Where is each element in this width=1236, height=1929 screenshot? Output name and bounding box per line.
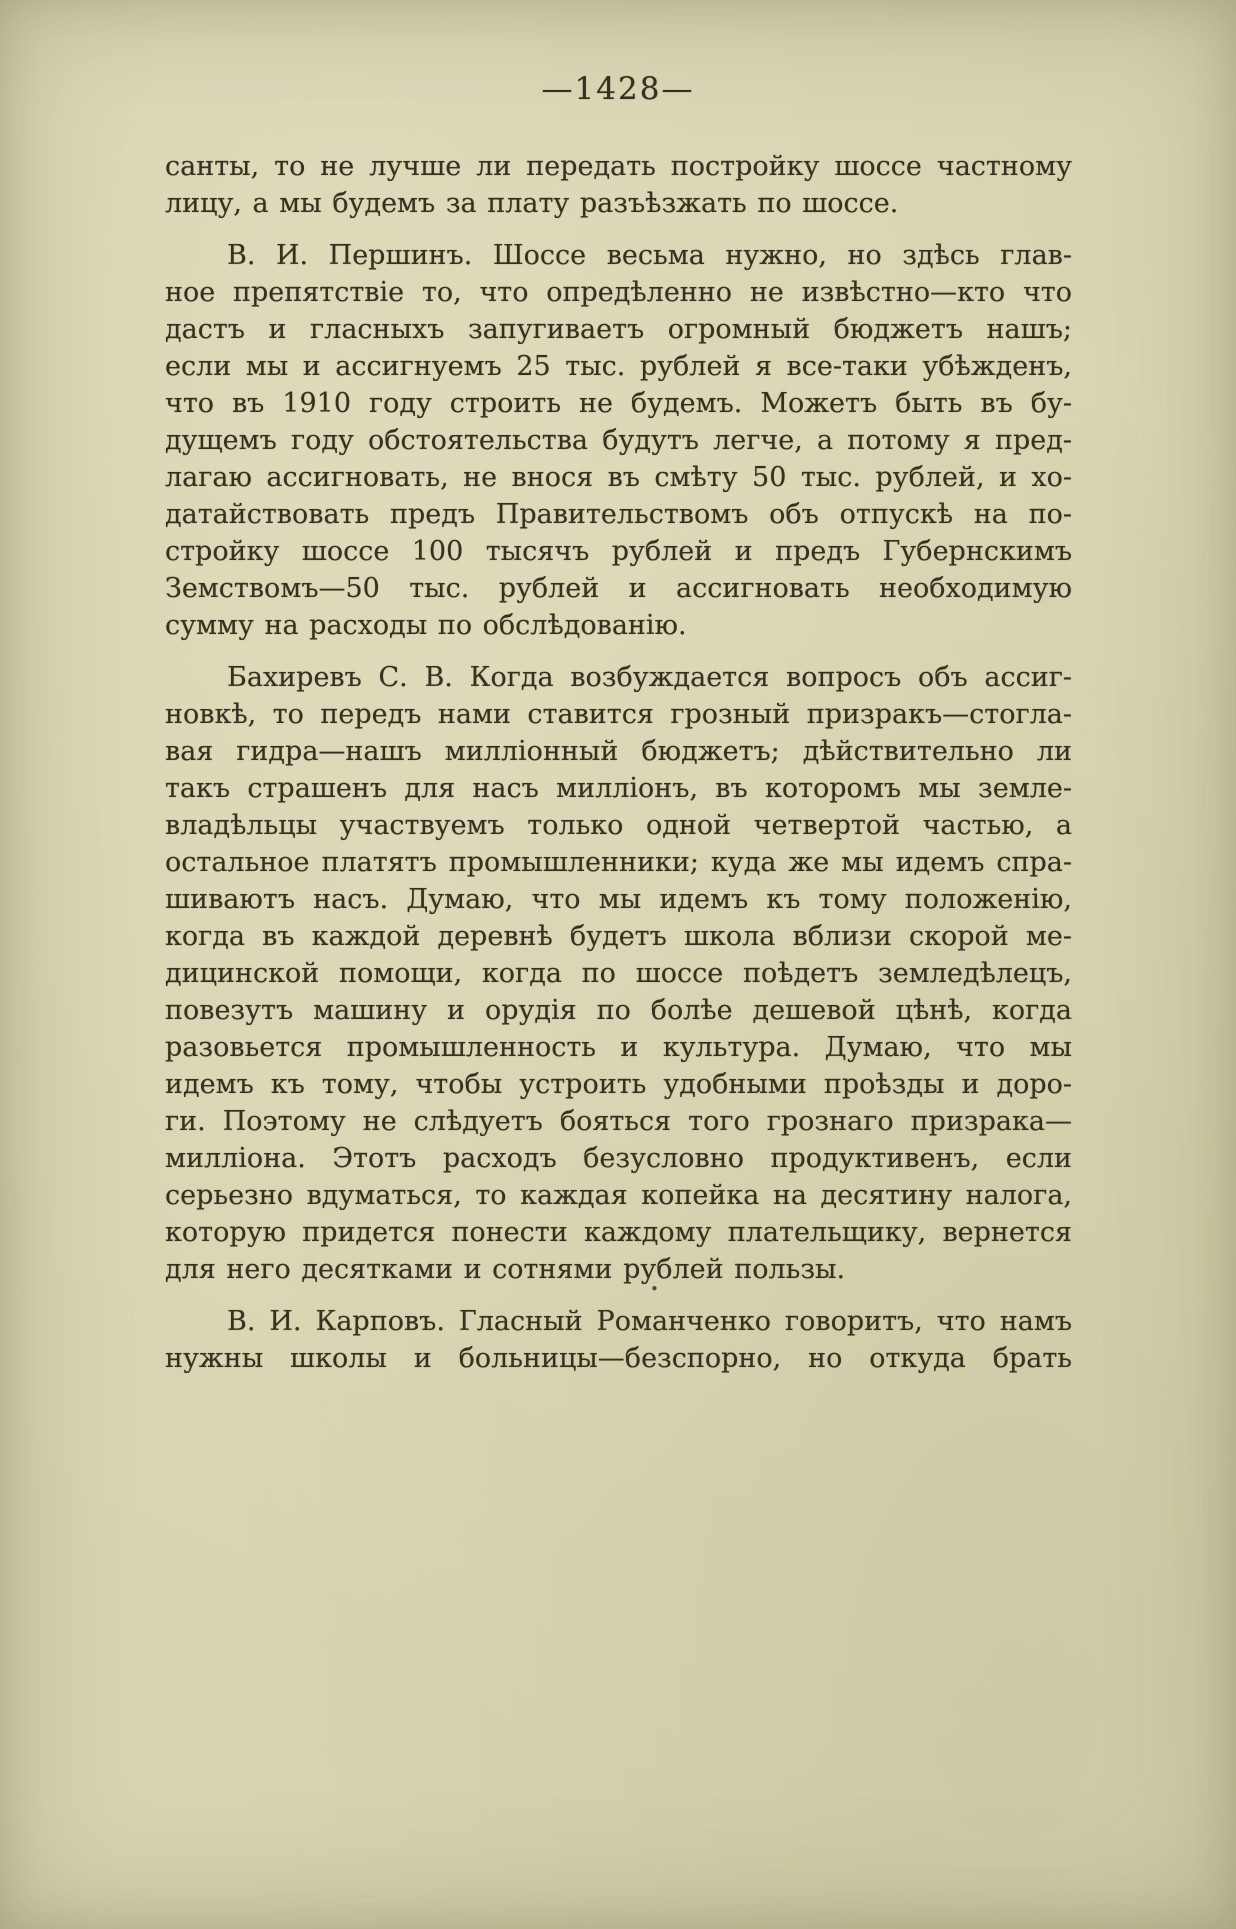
text-line: Бахиревъ С. В. Когда возбуждается вопросъ объ ассиг- bbox=[227, 662, 1072, 693]
text-line: владѣльцы участвуемъ только одной четвертой частью, а bbox=[165, 810, 1072, 841]
text-line: дицинской помощи, когда по шоссе поѣдетъ земледѣлецъ, bbox=[165, 958, 1072, 989]
paragraph bbox=[165, 237, 1072, 644]
page-number: —1428— bbox=[541, 71, 695, 107]
text-line: стройку шоссе 100 тысячъ рублей и предъ Губернскимъ bbox=[165, 536, 1072, 567]
text-line: когда въ каждой деревнѣ будетъ школа вблизи скорой ме- bbox=[165, 921, 1072, 952]
ink-speck: • bbox=[650, 1280, 659, 1298]
text-line: если мы и ассигнуемъ 25 тыс. рублей я все-таки убѣжденъ, bbox=[165, 351, 1072, 382]
text-line: датайствовать предъ Правительствомъ объ отпускѣ на по- bbox=[165, 499, 1072, 530]
text-line: которую придется понести каждому плательщику, вернется bbox=[165, 1217, 1072, 1248]
text-line: Земствомъ—50 тыс. рублей и ассигновать необходимую bbox=[165, 573, 1072, 604]
text-line: для него десятками и сотнями рублей пользы. bbox=[165, 1254, 846, 1285]
text-line: лагаю ассигновать, не внося въ смѣту 50 тыс. рублей, и хо- bbox=[165, 462, 1072, 493]
text-line: санты, то не лучше ли передать постройку шоссе частному bbox=[165, 151, 1072, 182]
paragraph bbox=[165, 659, 1072, 1288]
text-line: ги. Поэтому не слѣдуетъ бояться того грознаго призрака— bbox=[165, 1106, 1072, 1137]
paragraph bbox=[165, 148, 1072, 222]
text-line: новкѣ, то передъ нами ставится грозный призракъ—стогла- bbox=[165, 699, 1072, 730]
text-line: нужны школы и больницы—безспорно, но откуда брать bbox=[165, 1343, 1072, 1374]
text-line: идемъ къ тому, чтобы устроить удобными проѣзды и доро- bbox=[165, 1069, 1072, 1100]
text-line: такъ страшенъ для насъ милліонъ, въ которомъ мы земле- bbox=[165, 773, 1072, 804]
text-line: вая гидра—нашъ милліонный бюджетъ; дѣйствительно ли bbox=[165, 736, 1072, 767]
text-line: остальное платятъ промышленники; куда же мы идемъ спра- bbox=[165, 847, 1072, 878]
paragraph bbox=[165, 1303, 1072, 1377]
text-line: сумму на расходы по обслѣдованію. bbox=[165, 610, 687, 641]
text-line: серьезно вдуматься, то каждая копейка на десятину налога, bbox=[165, 1180, 1072, 1211]
text-line: ное препятствіе то, что опредѣленно не извѣстно—кто что bbox=[165, 277, 1072, 308]
text-line: милліона. Этотъ расходъ безусловно продуктивенъ, если bbox=[165, 1143, 1072, 1174]
text-line: В. И. Карповъ. Гласный Романченко говоритъ, что намъ bbox=[227, 1306, 1072, 1337]
text-line: повезутъ машину и орудія по болѣе дешевой цѣнѣ, когда bbox=[165, 995, 1072, 1026]
text-line: что въ 1910 году строить не будемъ. Можетъ быть въ бу- bbox=[165, 388, 1072, 419]
text-line: лицу, а мы будемъ за плату разъѣзжать по шоссе. bbox=[165, 188, 899, 219]
text-line: шиваютъ насъ. Думаю, что мы идемъ къ тому положенію, bbox=[165, 884, 1072, 915]
text-line: дастъ и гласныхъ запугиваетъ огромный бюджетъ нашъ; bbox=[165, 314, 1072, 345]
text-line: дущемъ году обстоятельства будутъ легче, а потому я пред- bbox=[165, 425, 1072, 456]
text-line: В. И. Першинъ. Шоссе весьма нужно, но здѣсь глав- bbox=[227, 240, 1072, 271]
text-block bbox=[165, 148, 1072, 1377]
text-line: разовьется промышленность и культура. Думаю, что мы bbox=[165, 1032, 1072, 1063]
